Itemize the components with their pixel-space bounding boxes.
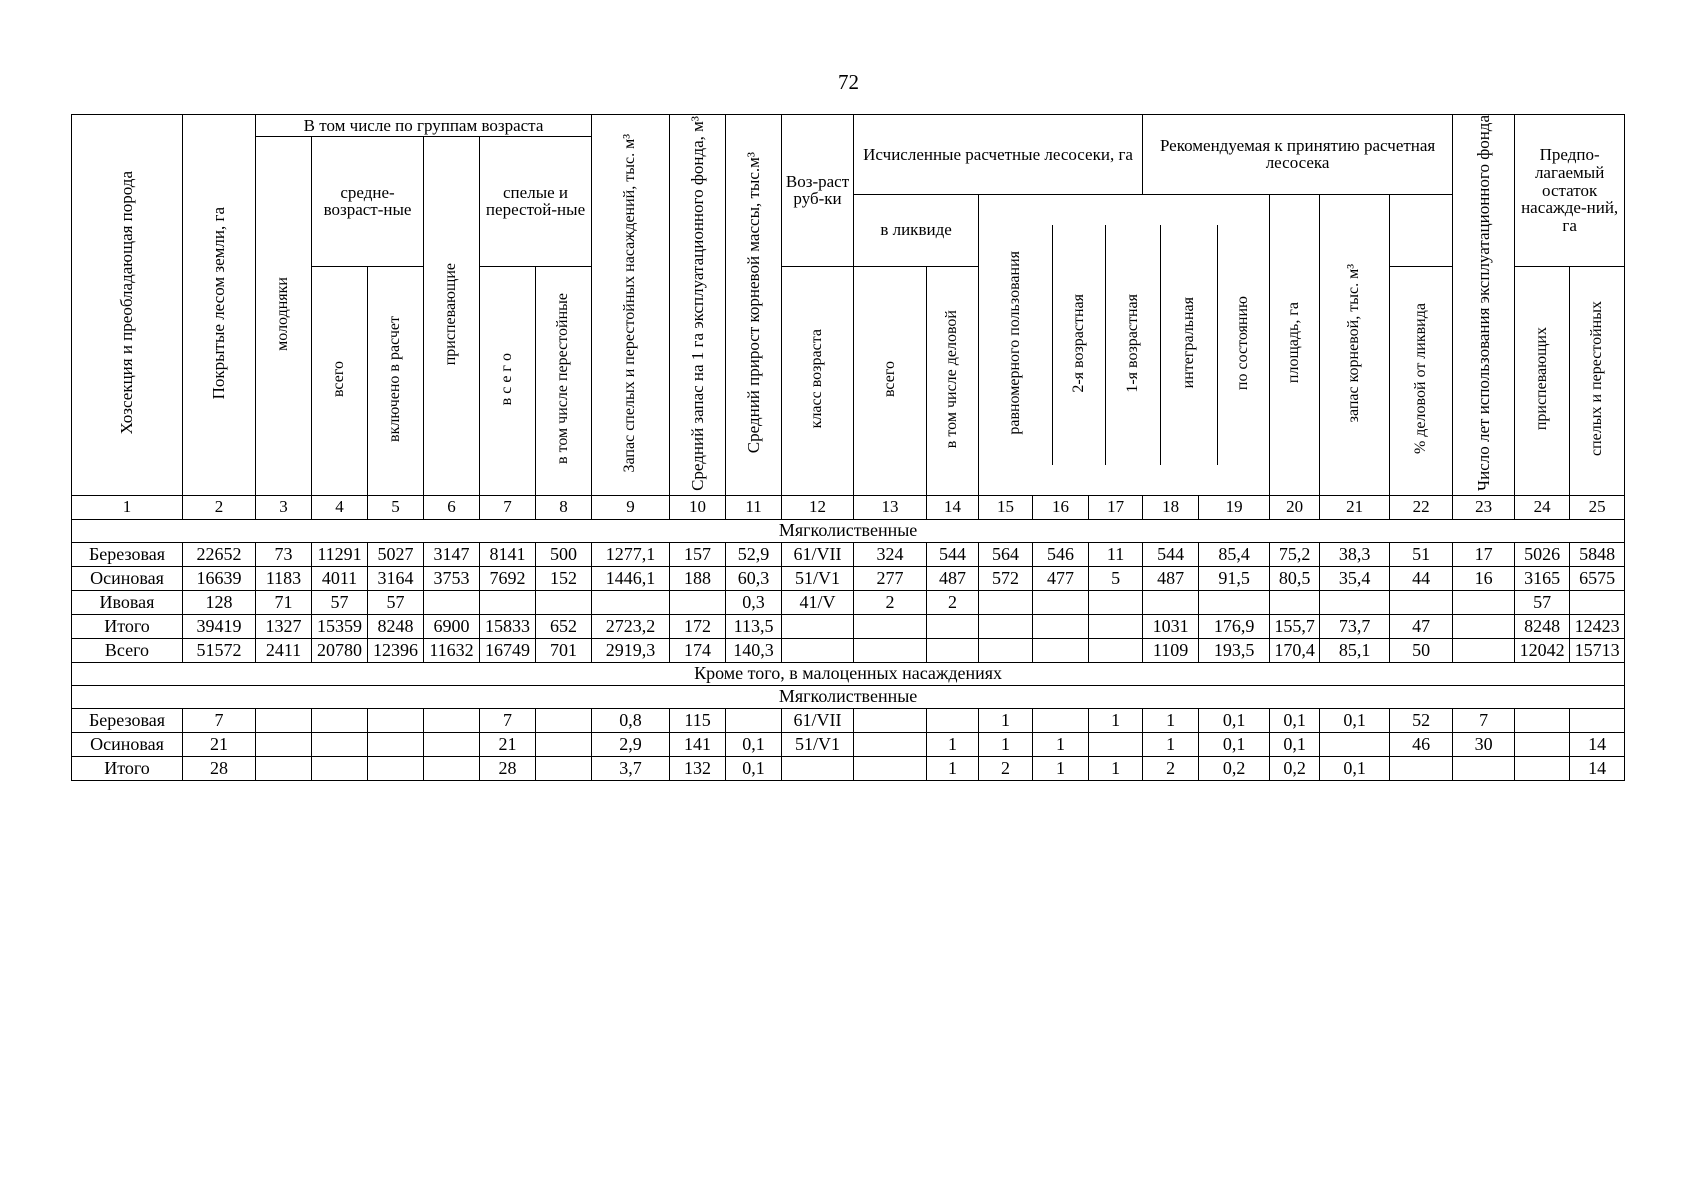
recommended-cut-header: Рекомендуемая к принятию расчетная лесосека bbox=[1143, 115, 1453, 195]
column-number: 7 bbox=[480, 495, 536, 519]
table-cell: 51/V1 bbox=[782, 566, 854, 590]
table-cell: 1 bbox=[1033, 756, 1089, 780]
table-cell bbox=[1515, 732, 1570, 756]
col-header-12-text: класс возраста bbox=[808, 329, 826, 429]
table-cell: 51/V1 bbox=[782, 732, 854, 756]
table-cell: 8141 bbox=[480, 542, 536, 566]
table-cell: 1031 bbox=[1143, 614, 1199, 638]
table-cell bbox=[1453, 756, 1515, 780]
table-cell: 30 bbox=[1453, 732, 1515, 756]
table-cell: 0,1 bbox=[1320, 708, 1390, 732]
table-cell bbox=[1390, 590, 1453, 614]
row-label: Итого bbox=[72, 756, 183, 780]
table-cell: 0,2 bbox=[1199, 756, 1270, 780]
row-label: Березовая bbox=[72, 542, 183, 566]
col-header-2 bbox=[183, 115, 256, 496]
column-number: 8 bbox=[536, 495, 592, 519]
remainder-header: Предпо-лагаемый остаток насажде-ний, га bbox=[1515, 115, 1625, 267]
table-cell: 20780 bbox=[312, 638, 368, 662]
table-cell bbox=[1143, 590, 1199, 614]
table-cell bbox=[979, 590, 1033, 614]
table-cell: 16 bbox=[1453, 566, 1515, 590]
table-cell: 1183 bbox=[256, 566, 312, 590]
table-cell: 188 bbox=[670, 566, 726, 590]
table-cell: 701 bbox=[536, 638, 592, 662]
col-header-4-text: всего bbox=[330, 360, 348, 397]
table-cell: 7 bbox=[480, 708, 536, 732]
table-cell: 572 bbox=[979, 566, 1033, 590]
table-cell: 1327 bbox=[256, 614, 312, 638]
table-cell: 1 bbox=[979, 732, 1033, 756]
table-cell bbox=[256, 708, 312, 732]
table-body bbox=[72, 495, 1625, 780]
row-label: Осиновая bbox=[72, 566, 183, 590]
table-cell: 80,5 bbox=[1270, 566, 1320, 590]
table-cell: 21 bbox=[183, 732, 256, 756]
table-cell: 0,1 bbox=[726, 756, 782, 780]
table-cell bbox=[1453, 638, 1515, 662]
column-number: 13 bbox=[854, 495, 927, 519]
table-cell bbox=[1453, 590, 1515, 614]
table-cell: 51 bbox=[1390, 542, 1453, 566]
section-row bbox=[72, 662, 1625, 685]
table-cell: 73 bbox=[256, 542, 312, 566]
table-cell bbox=[312, 756, 368, 780]
col-header-15-text: 1-я возрастная bbox=[1123, 293, 1141, 393]
table-cell: 6575 bbox=[1570, 566, 1625, 590]
col-header-11 bbox=[726, 115, 782, 496]
table-cell: 0,1 bbox=[726, 732, 782, 756]
liquid-header: в ликвиде bbox=[854, 194, 979, 266]
middle-aged-header: средне-возраст-ные bbox=[312, 137, 424, 267]
column-number: 3 bbox=[256, 495, 312, 519]
col-header-21 bbox=[927, 266, 979, 495]
col-header-5 bbox=[368, 266, 424, 495]
table-cell: 51572 bbox=[183, 638, 256, 662]
col-header-12 bbox=[782, 266, 854, 495]
table-cell: 12423 bbox=[1570, 614, 1625, 638]
table-row bbox=[72, 638, 1625, 662]
table-cell: 2 bbox=[854, 590, 927, 614]
table-cell: 2723,2 bbox=[592, 614, 670, 638]
table-cell: 2 bbox=[927, 590, 979, 614]
table-cell: 155,7 bbox=[1270, 614, 1320, 638]
column-number: 10 bbox=[670, 495, 726, 519]
table-cell: 140,3 bbox=[726, 638, 782, 662]
table-cell bbox=[1089, 638, 1143, 662]
table-cell: 3165 bbox=[1515, 566, 1570, 590]
table-cell bbox=[1570, 590, 1625, 614]
table-cell: 0,1 bbox=[1270, 732, 1320, 756]
table-cell: 564 bbox=[979, 542, 1033, 566]
col-header-17-text: по состоянию bbox=[1234, 295, 1252, 390]
table-cell bbox=[927, 708, 979, 732]
table-cell bbox=[1089, 732, 1143, 756]
table-cell: 46 bbox=[1390, 732, 1453, 756]
table-cell: 1 bbox=[1033, 732, 1089, 756]
table-cell bbox=[1033, 614, 1089, 638]
table-cell bbox=[1320, 590, 1390, 614]
table-cell: 22652 bbox=[183, 542, 256, 566]
table-cell: 1 bbox=[979, 708, 1033, 732]
table-cell: 14 bbox=[1570, 732, 1625, 756]
table-cell: 487 bbox=[927, 566, 979, 590]
table-cell bbox=[1199, 590, 1270, 614]
table-cell: 170,4 bbox=[1270, 638, 1320, 662]
col-header-8 bbox=[536, 266, 592, 495]
column-number: 12 bbox=[782, 495, 854, 519]
table-cell: 2,9 bbox=[592, 732, 670, 756]
table-cell bbox=[480, 590, 536, 614]
table-cell: 11291 bbox=[312, 542, 368, 566]
table-cell: 52,9 bbox=[726, 542, 782, 566]
col-header-25 bbox=[1570, 266, 1625, 495]
table-cell: 6900 bbox=[424, 614, 480, 638]
table-cell: 1277,1 bbox=[592, 542, 670, 566]
column-number: 21 bbox=[1320, 495, 1390, 519]
col-header-23-text: Число лет использования эксплуатационного фонда bbox=[1473, 115, 1493, 491]
table-row bbox=[72, 566, 1625, 590]
table-cell: 277 bbox=[854, 566, 927, 590]
page-number: 72 bbox=[838, 70, 859, 94]
col-header-19 bbox=[1320, 194, 1390, 495]
col-header-10 bbox=[670, 115, 726, 496]
column-number: 1 bbox=[72, 495, 183, 519]
table-cell bbox=[368, 756, 424, 780]
table-cell: 0,1 bbox=[1199, 708, 1270, 732]
table-cell: 8248 bbox=[1515, 614, 1570, 638]
section-title: Мягколиственные bbox=[72, 685, 1625, 708]
table-cell: 193,5 bbox=[1199, 638, 1270, 662]
table-cell: 5026 bbox=[1515, 542, 1570, 566]
col-header-11-text: Средний прирост корневой массы, тыс.м³ bbox=[743, 152, 763, 454]
table-cell: 4011 bbox=[312, 566, 368, 590]
table-cell bbox=[854, 614, 927, 638]
col-header-18-text: площадь, га bbox=[1285, 302, 1303, 384]
table-cell bbox=[424, 590, 480, 614]
table-cell: 7 bbox=[183, 708, 256, 732]
table-cell bbox=[1033, 638, 1089, 662]
col-header-24-text: приспевающих bbox=[1532, 327, 1550, 431]
table-cell: 60,3 bbox=[726, 566, 782, 590]
table-cell: 16639 bbox=[183, 566, 256, 590]
table-cell: 15359 bbox=[312, 614, 368, 638]
table-row bbox=[72, 590, 1625, 614]
table-cell: 5 bbox=[1089, 566, 1143, 590]
table-cell: 47 bbox=[1390, 614, 1453, 638]
table-cell: 132 bbox=[670, 756, 726, 780]
table-cell bbox=[368, 708, 424, 732]
table-cell: 8248 bbox=[368, 614, 424, 638]
col-header-22-text: % деловой от ликвида bbox=[1411, 303, 1429, 455]
table-cell: 15833 bbox=[480, 614, 536, 638]
table-cell bbox=[1570, 708, 1625, 732]
col-header-3-text: молодняки bbox=[274, 277, 292, 351]
table-cell bbox=[536, 590, 592, 614]
table-cell: 544 bbox=[1143, 542, 1199, 566]
table-cell: 14 bbox=[1570, 756, 1625, 780]
table-cell bbox=[1515, 756, 1570, 780]
table-cell: 1 bbox=[1143, 708, 1199, 732]
table-cell bbox=[854, 638, 927, 662]
table-row bbox=[72, 708, 1625, 732]
table-cell: 2411 bbox=[256, 638, 312, 662]
col-header-5-text: включено в расчет bbox=[386, 315, 404, 442]
table-cell: 172 bbox=[670, 614, 726, 638]
col-header-23 bbox=[1453, 115, 1515, 496]
table-cell: 1 bbox=[1089, 708, 1143, 732]
group-age-header: В том числе по группам возраста bbox=[256, 115, 592, 137]
table-cell: 113,5 bbox=[726, 614, 782, 638]
column-number: 24 bbox=[1515, 495, 1570, 519]
table-cell: 1 bbox=[1143, 732, 1199, 756]
table-cell: 5027 bbox=[368, 542, 424, 566]
table-cell: 3147 bbox=[424, 542, 480, 566]
table-cell bbox=[536, 732, 592, 756]
table-cell: 0,3 bbox=[726, 590, 782, 614]
table-cell: 39419 bbox=[183, 614, 256, 638]
col-header-4 bbox=[312, 266, 368, 495]
col-header-24 bbox=[1515, 266, 1570, 495]
calc-cut-header: Исчисленные расчетные лесосеки, га bbox=[854, 115, 1143, 195]
table-cell bbox=[1515, 708, 1570, 732]
table-cell bbox=[424, 732, 480, 756]
table-row bbox=[72, 614, 1625, 638]
table-cell: 85,1 bbox=[1320, 638, 1390, 662]
table-cell: 91,5 bbox=[1199, 566, 1270, 590]
table-cell: 477 bbox=[1033, 566, 1089, 590]
col-header-6-text: приспевающие bbox=[442, 262, 460, 366]
table-cell bbox=[782, 756, 854, 780]
table-cell: 128 bbox=[183, 590, 256, 614]
table-cell bbox=[1270, 590, 1320, 614]
table-cell: 652 bbox=[536, 614, 592, 638]
section-title: Кроме того, в малоценных насаждениях bbox=[72, 662, 1625, 685]
mature-header: спелые и перестой-ные bbox=[480, 137, 592, 267]
table-cell: 3753 bbox=[424, 566, 480, 590]
table-cell bbox=[726, 708, 782, 732]
column-number: 20 bbox=[1270, 495, 1320, 519]
table-cell: 15713 bbox=[1570, 638, 1625, 662]
table-cell bbox=[927, 614, 979, 638]
table-cell: 152 bbox=[536, 566, 592, 590]
col-header-3 bbox=[256, 137, 312, 496]
col-header-21-text: в том числе деловой bbox=[943, 309, 961, 448]
table-cell: 57 bbox=[1515, 590, 1570, 614]
table-cell bbox=[1453, 614, 1515, 638]
table-cell: 1 bbox=[927, 756, 979, 780]
row-label: Березовая bbox=[72, 708, 183, 732]
table-cell bbox=[979, 614, 1033, 638]
table-cell: 1 bbox=[927, 732, 979, 756]
table-cell: 28 bbox=[183, 756, 256, 780]
column-number-row bbox=[72, 495, 1625, 519]
table-cell: 52 bbox=[1390, 708, 1453, 732]
section-row bbox=[72, 519, 1625, 542]
col-header-13-text: равномерного пользования bbox=[1006, 251, 1024, 435]
table-cell: 0,8 bbox=[592, 708, 670, 732]
column-number: 19 bbox=[1199, 495, 1270, 519]
table-cell: 2 bbox=[1143, 756, 1199, 780]
col-header-16-text: интегральная bbox=[1179, 297, 1197, 389]
cut-age-header: Воз-раст руб-ки bbox=[782, 115, 854, 267]
section-title: Мягколиственные bbox=[72, 519, 1625, 542]
col-header-25-text: спелых и перестойных bbox=[1587, 301, 1605, 457]
table-cell: 41/V bbox=[782, 590, 854, 614]
table-cell: 0,2 bbox=[1270, 756, 1320, 780]
table-cell bbox=[1320, 732, 1390, 756]
table-cell: 1446,1 bbox=[592, 566, 670, 590]
column-number: 11 bbox=[726, 495, 782, 519]
row-label: Итого bbox=[72, 614, 183, 638]
col-header-20-text: всего bbox=[880, 360, 898, 397]
table-cell: 5848 bbox=[1570, 542, 1625, 566]
table-cell: 17 bbox=[1453, 542, 1515, 566]
table-cell bbox=[424, 756, 480, 780]
table-cell: 85,4 bbox=[1199, 542, 1270, 566]
col-header-18 bbox=[1270, 194, 1320, 495]
col-header-14-text: 2-я возрастная bbox=[1069, 293, 1087, 393]
col-header-8-text: в том числе перестойные bbox=[554, 293, 572, 465]
table-cell bbox=[927, 638, 979, 662]
table-cell: 2 bbox=[979, 756, 1033, 780]
col-header-6 bbox=[424, 137, 480, 496]
column-number: 14 bbox=[927, 495, 979, 519]
table-cell: 7 bbox=[1453, 708, 1515, 732]
table-cell: 71 bbox=[256, 590, 312, 614]
table-cell bbox=[256, 732, 312, 756]
section-row bbox=[72, 685, 1625, 708]
table-cell bbox=[1390, 756, 1453, 780]
table-cell: 16749 bbox=[480, 638, 536, 662]
table-cell: 546 bbox=[1033, 542, 1089, 566]
col-header-22 bbox=[1390, 266, 1453, 495]
table-cell bbox=[536, 756, 592, 780]
table-cell: 61/VII bbox=[782, 708, 854, 732]
table-cell bbox=[782, 638, 854, 662]
table-cell: 57 bbox=[312, 590, 368, 614]
table-cell: 35,4 bbox=[1320, 566, 1390, 590]
table-cell bbox=[670, 590, 726, 614]
table-cell bbox=[424, 708, 480, 732]
col-header-1-text: Хозсекция и преобладающая порода bbox=[117, 171, 137, 435]
table-cell: 2919,3 bbox=[592, 638, 670, 662]
col-header-20 bbox=[854, 266, 927, 495]
table-cell bbox=[592, 590, 670, 614]
forest-resource-table bbox=[71, 114, 1625, 781]
table-cell bbox=[854, 756, 927, 780]
table-cell: 21 bbox=[480, 732, 536, 756]
table-cell: 44 bbox=[1390, 566, 1453, 590]
table-row bbox=[72, 756, 1625, 780]
table-cell: 1 bbox=[1089, 756, 1143, 780]
column-number: 17 bbox=[1089, 495, 1143, 519]
table-cell: 157 bbox=[670, 542, 726, 566]
col-header-7-text: в с е г о bbox=[498, 352, 516, 406]
table-cell: 0,1 bbox=[1270, 708, 1320, 732]
table-cell bbox=[1089, 614, 1143, 638]
table-cell bbox=[312, 708, 368, 732]
table-cell bbox=[782, 614, 854, 638]
row-label: Всего bbox=[72, 638, 183, 662]
column-number: 9 bbox=[592, 495, 670, 519]
table-cell: 3,7 bbox=[592, 756, 670, 780]
col-header-2-text: Покрытые лесом земли, га bbox=[209, 206, 229, 400]
table-cell bbox=[536, 708, 592, 732]
table-cell: 11632 bbox=[424, 638, 480, 662]
col-header-7 bbox=[480, 266, 536, 495]
table-cell: 176,9 bbox=[1199, 614, 1270, 638]
table-cell bbox=[1033, 590, 1089, 614]
row-label: Ивовая bbox=[72, 590, 183, 614]
table-cell bbox=[854, 708, 927, 732]
table-cell bbox=[1089, 590, 1143, 614]
column-number: 5 bbox=[368, 495, 424, 519]
table-cell: 141 bbox=[670, 732, 726, 756]
table-cell bbox=[256, 756, 312, 780]
table-cell: 500 bbox=[536, 542, 592, 566]
col-header-9-text: Запас спелых и перестойных насаждений, тыс. м³ bbox=[621, 133, 639, 473]
table-cell: 38,3 bbox=[1320, 542, 1390, 566]
column-number: 6 bbox=[424, 495, 480, 519]
column-number: 2 bbox=[183, 495, 256, 519]
column-number: 4 bbox=[312, 495, 368, 519]
table-cell bbox=[854, 732, 927, 756]
table-cell: 57 bbox=[368, 590, 424, 614]
column-number: 22 bbox=[1390, 495, 1453, 519]
table-cell: 50 bbox=[1390, 638, 1453, 662]
table-row bbox=[72, 542, 1625, 566]
table-cell: 544 bbox=[927, 542, 979, 566]
col-header-1 bbox=[72, 115, 183, 496]
table-cell: 174 bbox=[670, 638, 726, 662]
table-cell: 28 bbox=[480, 756, 536, 780]
table-cell: 11 bbox=[1089, 542, 1143, 566]
column-number: 25 bbox=[1570, 495, 1625, 519]
table-cell: 7692 bbox=[480, 566, 536, 590]
table-row bbox=[72, 732, 1625, 756]
row-label: Осиновая bbox=[72, 732, 183, 756]
col-header-9 bbox=[592, 115, 670, 496]
table-cell: 12396 bbox=[368, 638, 424, 662]
table-cell: 487 bbox=[1143, 566, 1199, 590]
column-number: 18 bbox=[1143, 495, 1199, 519]
column-number: 23 bbox=[1453, 495, 1515, 519]
col-header-10-text: Средний запас на 1 га эксплуатационного фонда, м³ bbox=[687, 115, 707, 491]
table-cell bbox=[979, 638, 1033, 662]
column-number: 15 bbox=[979, 495, 1033, 519]
table-cell: 61/VII bbox=[782, 542, 854, 566]
calc-cut-subheaders bbox=[979, 194, 1270, 495]
table-cell bbox=[368, 732, 424, 756]
table-cell bbox=[1033, 708, 1089, 732]
table-cell: 115 bbox=[670, 708, 726, 732]
table-cell: 1109 bbox=[1143, 638, 1199, 662]
table-cell: 73,7 bbox=[1320, 614, 1390, 638]
col-header-19-text: запас корневой, тыс. м³ bbox=[1345, 263, 1363, 423]
column-number: 16 bbox=[1033, 495, 1089, 519]
table-cell: 324 bbox=[854, 542, 927, 566]
table-cell: 3164 bbox=[368, 566, 424, 590]
table-cell bbox=[312, 732, 368, 756]
table-cell: 0,1 bbox=[1199, 732, 1270, 756]
table-cell: 12042 bbox=[1515, 638, 1570, 662]
table-cell: 75,2 bbox=[1270, 542, 1320, 566]
table-cell: 0,1 bbox=[1320, 756, 1390, 780]
